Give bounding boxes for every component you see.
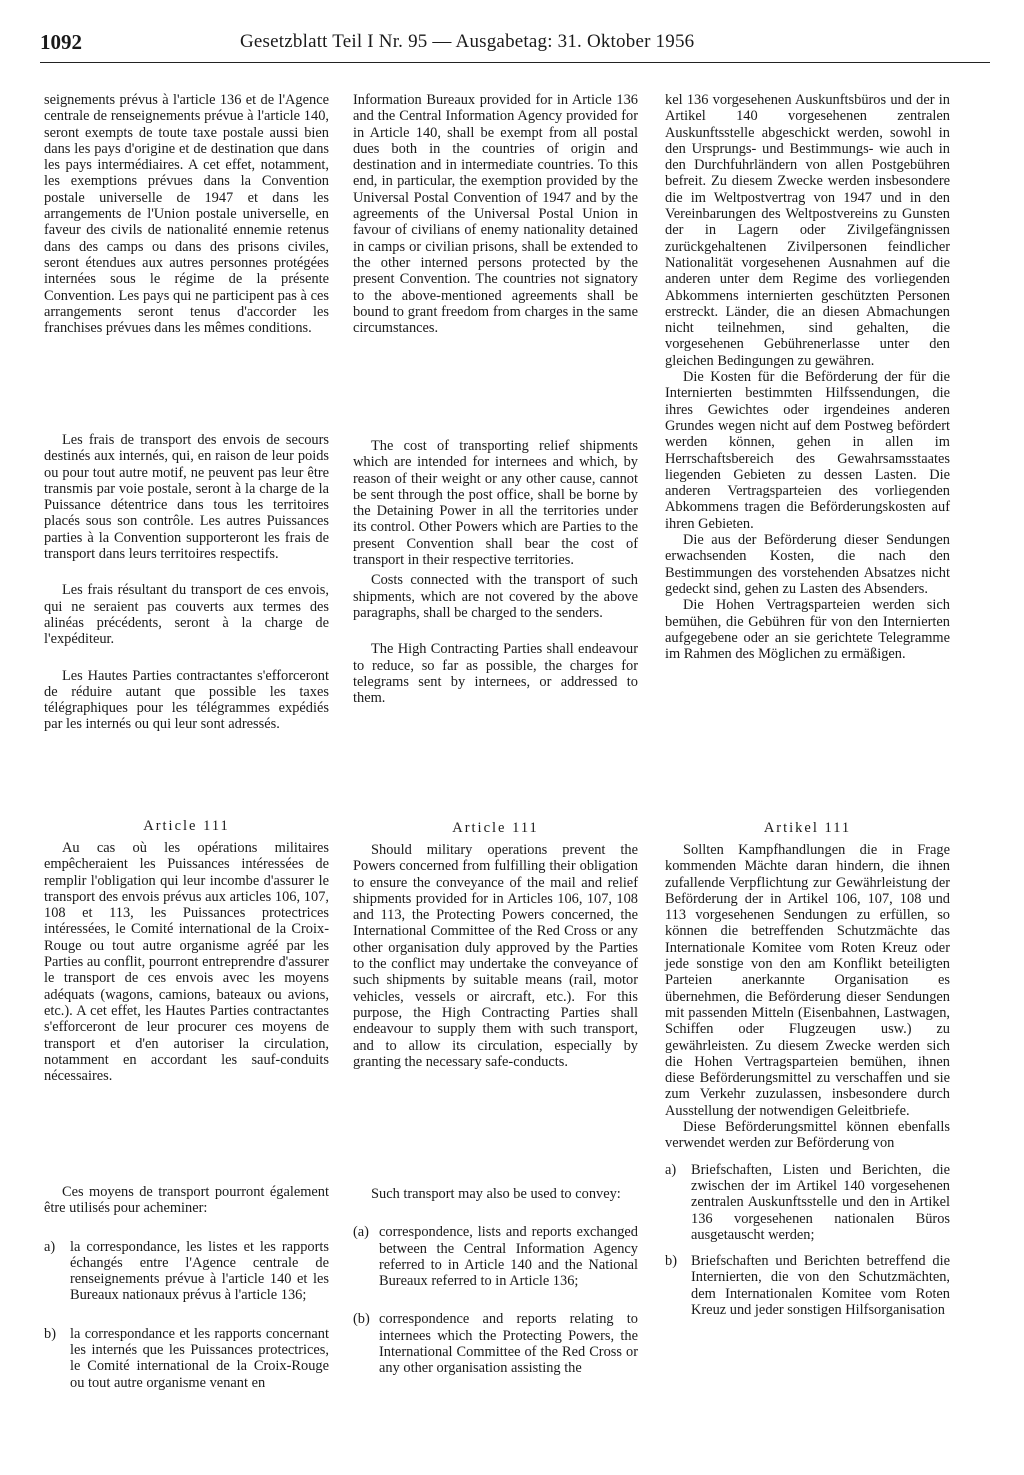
list-item — [353, 1224, 638, 1289]
header-title: Gesetzblatt Teil I Nr. 95 — Ausgabetag: 31. Oktober 1956 — [240, 31, 695, 52]
fr-article-paragraph-1: Au cas où les opérations militaires empêcheraient les Puissances intéressées de remplir l'obligation qui leur incombe d'assurer le transport des envois prévus aux articles 106, 107, 108 et 113, les Puissances protectrices intéressées, le Comité international de la Croix-Rouge ou tout autre organisme agréé par les Parties au conflit, pourront entreprendre d'assurer le transport de ces envois avec les moyens adéquats (wagons, camions, bateaux ou avions, etc.). A cet effet, les Hautes Parties contractantes s'efforceront de leur procurer ces moyens de transport et d'en autoriser la circulation, notamment en accordant les sauf-conduits nécessaires. — [44, 840, 329, 1085]
de-item-b-label: b) — [665, 1253, 677, 1270]
fr-item-b-text: la correspondance et les rapports concernant les internés que les Puissances protectrices, le Comité international de la Croix-Rouge ou tout autre organisme venant en — [70, 1325, 329, 1391]
page-header — [40, 28, 990, 63]
list-item — [44, 1326, 329, 1391]
fr-paragraph-4: Les Hautes Parties contractantes s'efforceront de réduire autant que possible les taxes télégraphiques pour les télégrammes expédiés par les internés ou qui leur sont adressés. — [44, 667, 329, 733]
en-article-paragraph-1: Should military operations prevent the Powers concerned from fulfilling their obligation to ensure the conveyance of the mail and relief shipments provided for in Articles 106, 107, 108 and 113, the Protecting Powers concerned, the International Committee of the Red Cross or any other organisation duly approved by the Parties to the conflict may undertake the conveyance of such shipments by suitable means (rail, motor vehicles, vessels or aircraft, etc.). For this purpose, the High Contracting Parties shall endeavour to supply them with such transport, and to allow its circulation, especially by granting the necessary safe-conducts. — [353, 842, 638, 1070]
fr-item-b-label: b) — [44, 1325, 56, 1342]
fr-upper-text — [44, 92, 329, 336]
de-paragraph-4: Die Hohen Vertragsparteien werden sich bemühen, die Gebühren für von den Internierten aufgegebene oder an sie gerichtete Telegramme im Rahmen des Möglichen zu ermäßigen. — [665, 597, 950, 663]
fr-article-items — [44, 1184, 329, 1391]
list-item — [665, 1162, 950, 1243]
page-number: 1092 — [40, 30, 82, 54]
fr-article-body — [44, 840, 329, 1084]
de-article-body — [665, 842, 950, 1318]
fr-paragraph-3: Les frais résultant du transport de ces envois, qui ne seraient pas couverts aux termes des alinéas précédents, seront à la charge de l'expéditeur. — [44, 582, 329, 648]
en-article-title: Article 111 — [452, 820, 539, 836]
de-article-paragraph-2: Diese Beförderungsmittel können ebenfalls verwendet werden zur Beförderung von — [665, 1119, 950, 1152]
de-paragraph-2: Die Kosten für die Beförderung der für die Internierten bestimmten Hilfssendungen, die ihres Gewichtes oder irgendeines anderen Grundes wegen nicht auf dem Postweg befördert werden können, gehen in allen im Herrschaftsbereich des Gewahrsamsstaates liegenden Gebieten zu dessen Lasten. Die anderen Vertragsparteien des vorliegenden Abkommens tragen die Beförderungskosten auf ihren Gebieten. — [665, 369, 950, 532]
en-article-paragraph-2: Such transport may also be used to convey: — [371, 1186, 621, 1202]
fr-item-a-text: la correspondance, les listes et les rapports échangés entre l'Agence centrale de renseignements prévue à l'article 140 et les Bureaux nationaux prévus à l'article 136; — [70, 1238, 329, 1304]
fr-item-a-label: a) — [44, 1238, 56, 1255]
list-item — [665, 1253, 950, 1318]
de-paragraph-1: kel 136 vorgesehenen Auskunftsbüros und der in Artikel 140 vorgesehenen zentralen Auskunftsstelle abgeschickt werden, sowohl in den Ursprungs- und Bestimmungs- wie auch in den Durchfuhrländern von allen Postgebühren befreit. Zu diesem Zwecke werden insbesondere die im Weltpostvertrag von 1947 und in den Vereinbarungen des Weltpostvereins zu Gunsten der in Lagern oder Zivilgefängnissen zurückgehaltenen Zivilpersonen feindlicher Nationalität vorgesehenen Ausnahmen auf die anderen unter dem Regime des vorliegenden Abkommens internierten geschützten Personen erstreckt. Länder, die an diesen Abmachungen nicht teilnehmen, sind gehalten, die vorgesehenen Gebührenerlasse unter den gleichen Bedingungen zu gewähren. — [665, 92, 950, 369]
list-item — [353, 1311, 638, 1376]
en-paragraph-2: The cost of transporting relief shipments which are intended for internees and which, by reason of their weight or any other cause, cannot be sent through the post office, shall be borne by the Detaining Power in all the territories under its control. Other Powers which are Parties to the present Convention shall bear the cost of transport in their respective territories. — [353, 438, 638, 569]
fr-paragraph-1: seignements prévus à l'article 136 et de l'Agence centrale de renseignements prévue à l'article 140, seront exempts de toute taxe postale aussi bien dans les pays d'origine et de destination que dans les pays intermédiaires. A cet effet, notamment, les exemptions prévues dans la Convention postale universelle de 1947 et dans les arrangements de l'Union postale universelle, en faveur des civils de nationalité ennemie retenus dans des camps ou dans des prisons civiles, seront étendues aux autres personnes protégées internées sous le régime de la présente Convention. Les pays qui ne participent pas à ces arrangements seront tenus d'accorder les franchises prévues dans les mêmes conditions. — [44, 92, 329, 337]
en-upper-text — [353, 92, 638, 336]
de-item-a-label: a) — [665, 1161, 677, 1178]
en-paragraph-1: Information Bureaux provided for in Article 136 and the Central Information Agency provided for in Article 140, shall be exempt from all postal dues both in the countries of origin and destination and in intermediate countries. To this end, in particular, the exemption provided by the Universal Postal Convention of 1947 and by the agreements of the Universal Postal Union in favour of civilians of enemy nationality detained in camps or civilian prisons, shall be extended to the other interned persons protected by the present Convention. The countries not signatory to the above-mentioned agreements shall be bound to grant freedom from charges in the same circumstances. — [353, 92, 638, 337]
en-paragraph-3: Costs connected with the transport of such shipments, which are not covered by the above paragraphs, shall be charged to the senders. — [353, 572, 638, 621]
de-item-a-text: Briefschaften, Listen und Berichten, die zwischen der im Artikel 140 vorgesehenen zentralen Auskunftsstelle und den in Artikel 136 vorgesehenen nationalen Büros ausgetauscht werden; — [691, 1161, 950, 1243]
en-item-a-label: (a) — [353, 1224, 369, 1241]
de-article-title: Artikel 111 — [763, 820, 852, 836]
en-item-b-label: (b) — [353, 1311, 370, 1328]
fr-article-paragraph-2: Ces moyens de transport pourront également être utilisés pour acheminer: — [44, 1184, 329, 1217]
en-lower-text — [353, 438, 638, 706]
en-article-items — [353, 1186, 638, 1377]
fr-article-title: Article 111 — [143, 818, 230, 834]
en-item-a-text: correspondence, lists and reports exchanged between the Central Information Agency referred to in Article 140 and the National Bureaux referred to in Article 136; — [379, 1224, 638, 1290]
list-item — [44, 1239, 329, 1304]
fr-lower-text — [44, 432, 329, 733]
de-article-paragraph-1: Sollten Kampfhandlungen die in Frage kommenden Mächte daran hindern, die ihnen zufallende Verpflichtung zur Gewährleistung der Beförderung der in Artikel 106, 107, 108 und 113 vorgesehenen Sendungen zu erfüllen, so können die betreffenden Schutzmächte das Internationale Komitee vom Roten Kreuz oder jede sonstige von den am Konflikt beteiligten Parteien anerkannte Organisation es übernehmen, die Beförderung dieser Sendungen mit passenden Mitteln (Eisenbahnen, Lastwagen, Schiffen oder Flugzeugen usw.) zu gewährleisten. Zu diesem Zwecke werden sich die Hohen Vertragsparteien bemühen, ihnen diese Beförderungsmittel zu verschaffen und sie zum Verkehr zuzulassen, insbesondere durch Ausstellung der notwendigen Geleitbriefe. — [665, 842, 950, 1119]
de-upper-text — [665, 92, 950, 662]
fr-paragraph-2: Les frais de transport des envois de secours destinés aux internés, qui, en raison de leur poids ou pour tout autre motif, ne peuvent pas leur être transmis par voie postale, seront à la charge de la Puissance détentrice dans tous les territoires placés sous son contrôle. Les autres Puissances parties à la Convention supporteront les frais de transport dans leurs territoires respectifs. — [44, 432, 329, 563]
en-article-body — [353, 842, 638, 1070]
de-item-b-text: Briefschaften und Berichten betreffend die Internierten, die von den Schutzmächten, dem Internationalen Komitee vom Roten Kreuz und jeder sonstigen Hilfsorganisation — [691, 1253, 950, 1319]
en-item-b-text: correspondence and reports relating to internees which the Protecting Powers, the International Committee of the Red Cross or any other organisation assisting the — [379, 1311, 638, 1377]
de-paragraph-3: Die aus der Beförderung dieser Sendungen erwachsenden Kosten, die nach den Bestimmungen des vorstehenden Absatzes nicht gedeckt sind, gehen zu Lasten des Absenders. — [665, 532, 950, 597]
en-paragraph-4: The High Contracting Parties shall endeavour to reduce, so far as possible, the charges for telegrams sent by internees, or addressed to them. — [353, 641, 638, 707]
